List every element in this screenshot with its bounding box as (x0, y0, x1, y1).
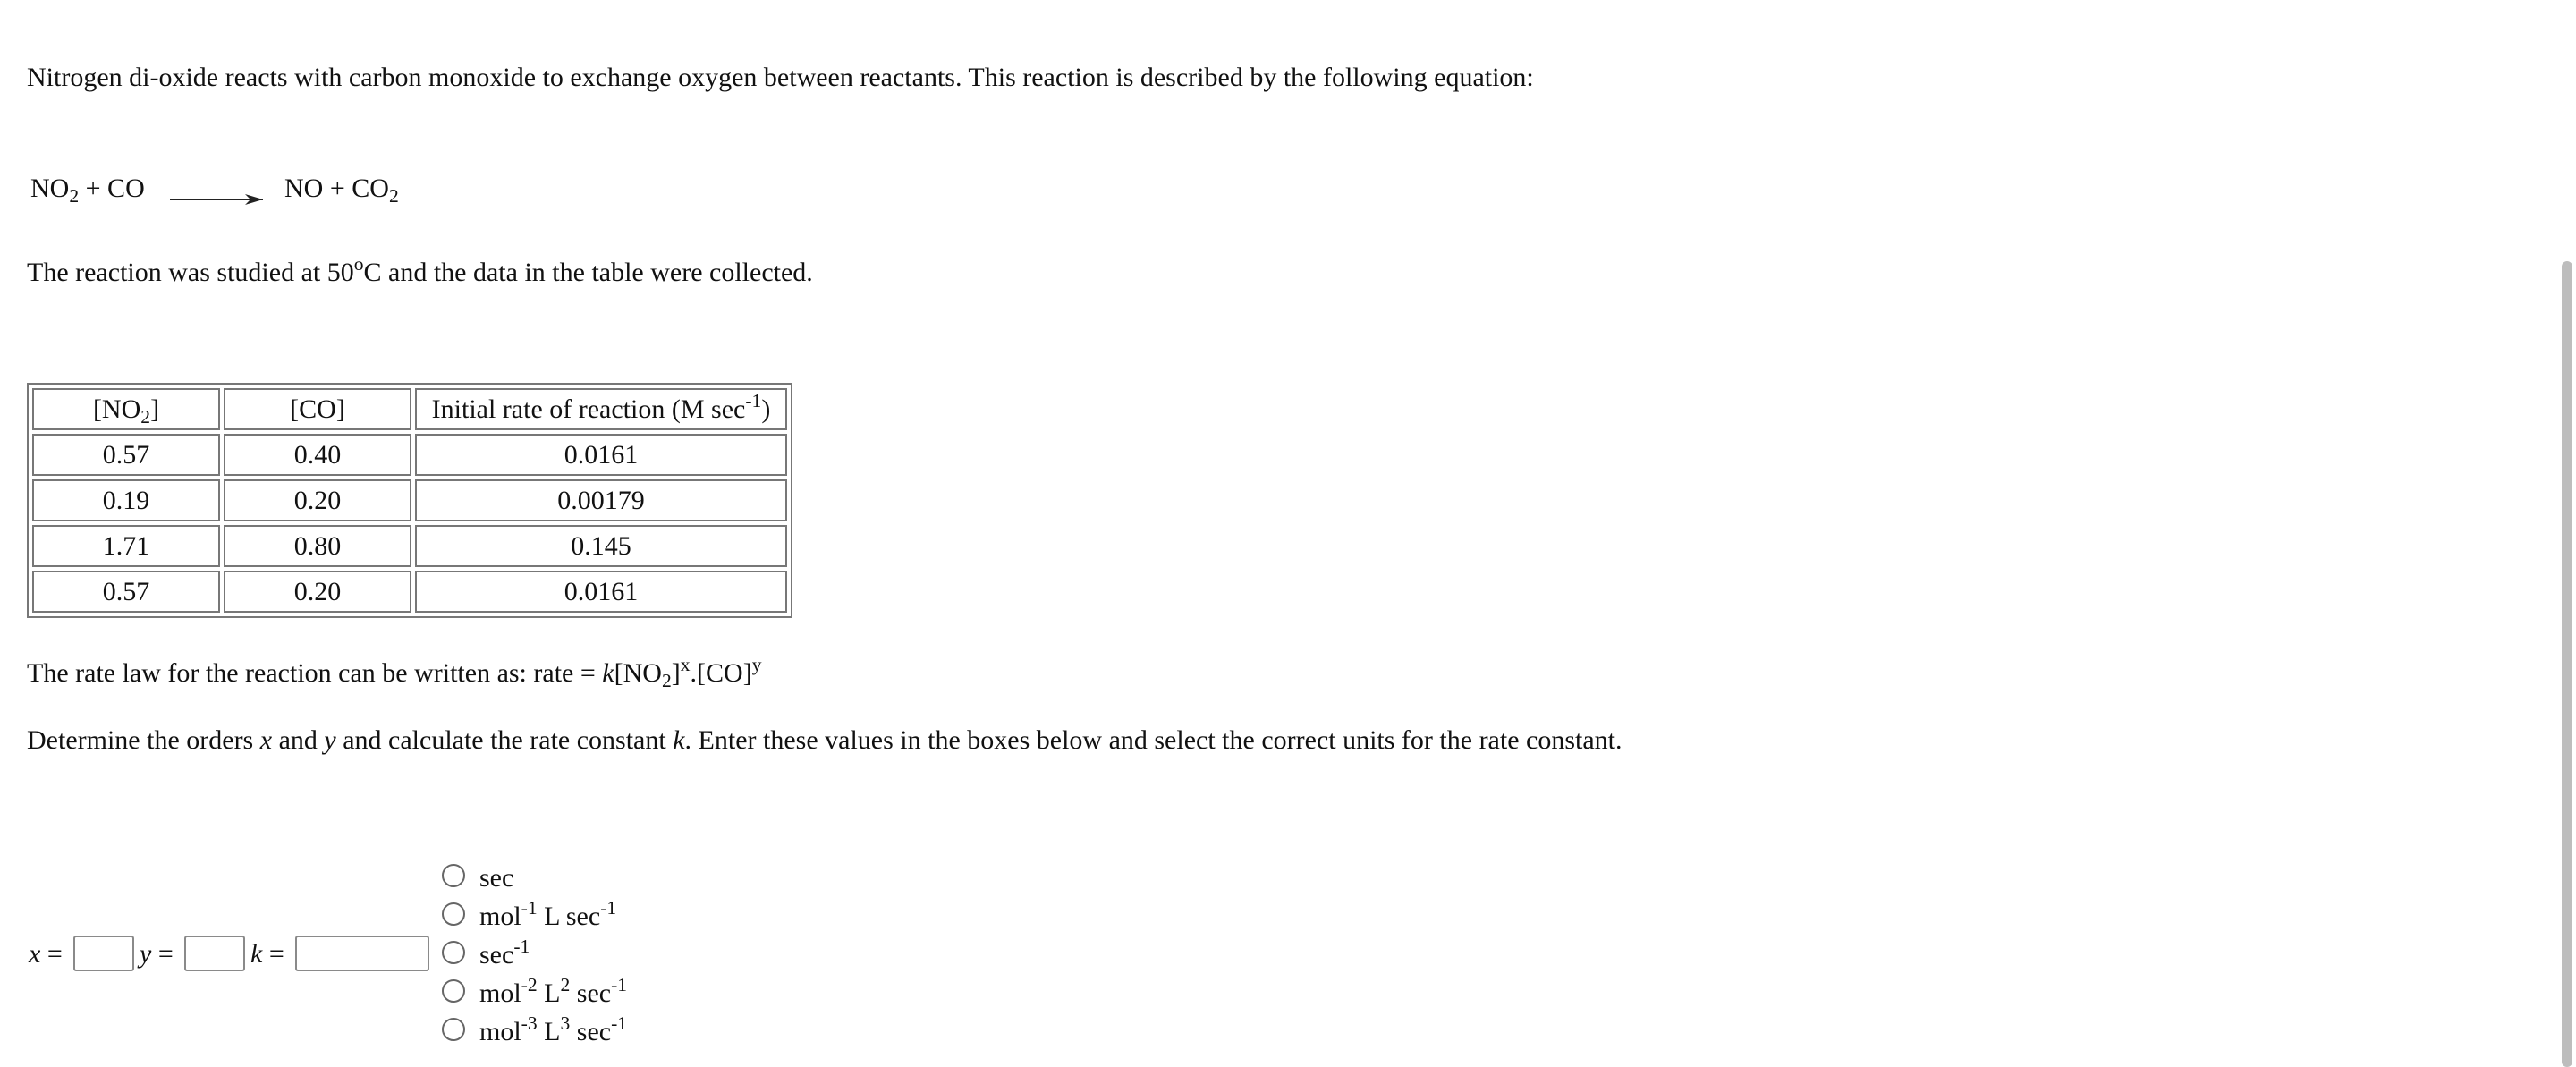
cell-no2: 0.57 (32, 434, 220, 476)
rate-law-text (27, 654, 762, 692)
equation-left-sub: 2 (69, 185, 80, 207)
table-row (32, 571, 787, 613)
scrollbar-thumb[interactable] (2562, 261, 2572, 1067)
unit-radio[interactable] (442, 979, 465, 1003)
k-label (250, 935, 284, 974)
intro-text: Nitrogen di-oxide reacts with carbon monoxide to exchange oxygen between reactants. This reaction is described by the following equation: (27, 63, 1534, 92)
instr-y: y (324, 725, 336, 755)
cell-rate: 0.0161 (415, 434, 787, 476)
header-co: [CO] (224, 388, 411, 430)
unit-label (479, 976, 627, 1012)
reaction-arrow-icon (170, 191, 268, 207)
instr-k: k (673, 725, 685, 755)
rate-law-lead: The rate law for the reaction can be written as: rate = (27, 658, 603, 688)
equation-left-no: NO (30, 174, 70, 203)
x-label (29, 935, 63, 974)
table-row (32, 525, 787, 567)
k-equals: = (268, 939, 284, 969)
header-no2-close: ] (150, 394, 160, 424)
study-text (27, 253, 813, 287)
unit-exponent: 3 (560, 1012, 571, 1035)
instr-x: x (259, 725, 273, 755)
cell-co: 0.20 (224, 571, 411, 613)
y-label-var: y (140, 939, 152, 969)
cell-rate: 0.0161 (415, 571, 787, 613)
cell-co: 0.20 (224, 479, 411, 521)
y-input[interactable] (184, 936, 245, 971)
equation-right (284, 174, 399, 207)
instr-and: and (272, 725, 325, 755)
unit-text: mol (479, 978, 521, 1008)
unit-label (479, 860, 513, 896)
unit-exponent: -3 (521, 1012, 538, 1035)
scrollbar-track[interactable] (2556, 0, 2576, 1067)
unit-label (479, 937, 530, 973)
unit-text: sec (570, 978, 612, 1008)
cell-rate: 0.145 (415, 525, 787, 567)
table-header-row (32, 388, 787, 430)
table-row (32, 479, 787, 521)
data-table (27, 383, 792, 618)
unit-text: L (537, 978, 561, 1008)
unit-radio[interactable] (442, 902, 465, 926)
y-equals: = (157, 939, 174, 969)
rate-law-x: x (680, 654, 691, 676)
unit-radio[interactable] (442, 1018, 465, 1041)
rate-law-close: ] (671, 658, 681, 688)
cell-no2: 1.71 (32, 525, 220, 567)
equation-right-text: NO + CO (284, 174, 389, 203)
x-label-var: x (29, 939, 41, 969)
unit-radio[interactable] (442, 941, 465, 964)
equation-right-sub: 2 (388, 185, 399, 207)
unit-exponent: -2 (521, 974, 538, 996)
unit-exponent: -1 (611, 974, 628, 996)
rate-law-sub: 2 (661, 670, 672, 692)
header-no2-sub: 2 (140, 405, 151, 428)
unit-label (479, 1014, 627, 1050)
k-input[interactable] (295, 936, 429, 971)
header-rate-before: Initial rate of reaction (M sec (431, 394, 746, 424)
rate-law-co: .[CO] (690, 658, 752, 688)
y-label (140, 935, 174, 974)
unit-label (479, 899, 616, 935)
rate-law-k: k (602, 658, 614, 688)
unit-text: mol (479, 902, 521, 931)
header-no2 (32, 388, 220, 430)
header-rate (415, 388, 787, 430)
rate-law-bracket: [NO (614, 658, 662, 688)
rate-law-y: y (751, 654, 762, 676)
instr-part2: and calculate the rate constant (335, 725, 674, 755)
equation-left-rest: + CO (79, 174, 145, 203)
instr-part1: Determine the orders (27, 725, 260, 755)
unit-text: sec (570, 1017, 612, 1046)
cell-co: 0.80 (224, 525, 411, 567)
cell-no2: 0.57 (32, 571, 220, 613)
cell-co: 0.40 (224, 434, 411, 476)
x-input[interactable] (73, 936, 134, 971)
unit-exponent: -1 (611, 1012, 628, 1035)
header-rate-after: ) (761, 394, 771, 424)
header-rate-sup: -1 (745, 389, 762, 411)
unit-radio[interactable] (442, 864, 465, 887)
equation-left (30, 174, 145, 207)
unit-text: mol (479, 1017, 521, 1046)
table-row (32, 434, 787, 476)
x-equals: = (47, 939, 63, 969)
instr-part3: . Enter these values in the boxes below and select the correct units for the rate constant. (684, 725, 1623, 755)
unit-exponent: -1 (600, 897, 617, 919)
unit-text: sec (479, 863, 514, 893)
instructions-text (27, 727, 1623, 754)
cell-rate: 0.00179 (415, 479, 787, 521)
unit-text: L (537, 1017, 561, 1046)
unit-exponent: -1 (513, 936, 530, 958)
unit-text: L sec (537, 902, 601, 931)
unit-text: sec (479, 940, 514, 970)
study-before: The reaction was studied at 50 (27, 258, 354, 287)
cell-no2: 0.19 (32, 479, 220, 521)
study-after: C and the data in the table were collected. (363, 258, 813, 287)
unit-exponent: 2 (560, 974, 571, 996)
unit-exponent: -1 (521, 897, 538, 919)
degree-sup: o (353, 253, 364, 275)
header-no2-open: [NO (92, 394, 141, 424)
k-label-var: k (250, 939, 263, 969)
